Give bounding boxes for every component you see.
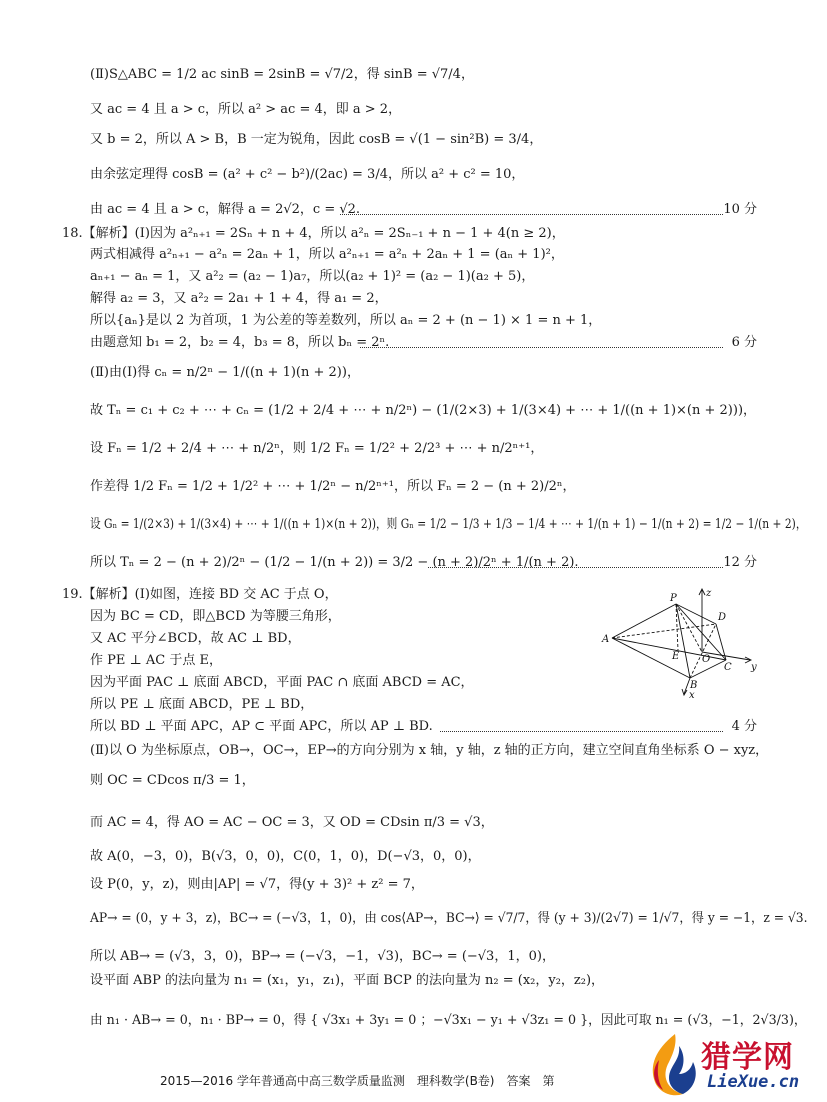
page-footer: 2015—2016 学年普通高中高三数学质量监测 理科数学(B卷) 答案 第 — [160, 1074, 555, 1088]
answer-line: 19.【解析】(Ⅰ)如图，连接 BD 交 AC 于点 O， — [62, 587, 338, 602]
liexue-logo[interactable] — [645, 1030, 827, 1102]
answer-line: 故 A(0，−3，0)，B(√3，0，0)，C(0，1，0)，D(−√3，0，0)， — [90, 849, 481, 864]
score-marker: 4 分 — [731, 719, 757, 734]
answer-line: 两式相减得 a²ₙ₊₁ − a²ₙ = 2aₙ + 1，所以 a²ₙ₊₁ = a²ₙ + 2aₙ + 1 = (aₙ + 1)²， — [90, 247, 564, 262]
answer-line: (Ⅱ)S△ABC = 1/2 ac sinB = 2sinB = √7/2，得 sinB = √7/4， — [90, 67, 474, 82]
answer-line: 则 OC = CDcos π/3 = 1， — [90, 773, 255, 788]
score-leader-dots — [340, 213, 723, 215]
answer-line: 由 ac = 4 且 a > c，解得 a = 2√2，c = √2. — [90, 202, 361, 217]
answer-line: 作差得 1/2 Fₙ = 1/2 + 1/2² + ⋯ + 1/2ⁿ − n/2ⁿ⁺¹，所以 Fₙ = 2 − (n + 2)/2ⁿ， — [90, 479, 576, 494]
edge-B-D — [690, 624, 716, 678]
answer-line: aₙ₊₁ − aₙ = 1，又 a²₂ = (a₂ − 1)a₇，所以(a₂ + 1)² = (a₂ − 1)(a₂ + 5)， — [90, 269, 535, 284]
label-O: O — [702, 654, 711, 665]
answer-line: 所以{aₙ}是以 2 为首项，1 为公差的等差数列，所以 aₙ = 2 + (n − 1) × 1 = n + 1， — [90, 313, 602, 328]
score-leader-dots — [440, 730, 723, 732]
answer-line: 又 b = 2，所以 A > B，B 一定为锐角，因此 cosB = √(1 − sin²B) = 3/4， — [90, 132, 543, 147]
label-P: P — [670, 593, 677, 604]
answer-line: 因为平面 PAC ⊥ 底面 ABCD，平面 PAC ∩ 底面 ABCD = AC， — [90, 675, 474, 690]
answer-line: 设 P(0，y，z)，则由|AP| = √7，得(y + 3)² + z² = 7， — [90, 877, 424, 892]
label-x: x — [689, 690, 695, 700]
answer-line: 设 Fₙ = 1/2 + 2/4 + ⋯ + n/2ⁿ，则 1/2 Fₙ = 1/2² + 2/2³ + ⋯ + n/2ⁿ⁺¹， — [90, 441, 544, 456]
answer-line: 又 ac = 4 且 a > c，所以 a² > ac = 4，即 a > 2， — [90, 102, 402, 117]
answer-line: 而 AC = 4，得 AO = AC − OC = 3，又 OD = CDsin π/3 = √3， — [90, 815, 494, 830]
logo-url: LieXue.cn — [707, 1072, 800, 1092]
label-C: C — [724, 662, 732, 673]
answer-line: 所以 Tₙ = 2 − (n + 2)/2ⁿ − (1/2 − 1/(n + 2)) = 3/2 − (n + 2)/2ⁿ + 1/(n + 2). — [90, 555, 579, 570]
label-z: z — [706, 588, 712, 599]
answer-line: 设平面 ABP 的法向量为 n₁ = (x₁，y₁，z₁)，平面 BCP 的法向量为 n₂ = (x₂，y₂，z₂)， — [90, 973, 605, 988]
answer-line: 18.【解析】(Ⅰ)因为 a²ₙ₊₁ = 2Sₙ + n + 4，所以 a²ₙ = 2Sₙ₋₁ + n − 1 + 4(n ≥ 2)， — [62, 226, 565, 241]
answer-line: 所以 PE ⊥ 底面 ABCD，PE ⊥ BD， — [90, 697, 314, 712]
edge-A-P — [612, 604, 676, 638]
pyramid-figure — [598, 588, 766, 700]
label-y: y — [751, 662, 757, 673]
answer-line: 又 AC 平分∠BCD，故 AC ⊥ BD， — [90, 631, 301, 646]
edge-P-O — [676, 604, 702, 652]
answer-line: AP→ = (0，y + 3，z)，BC→ = (−√3，1，0)，由 cos⟨AP→，BC→⟩ = √7/7，得 (y + 3)/(2√7) = 1/√7，得 y = −1，z = √3. — [90, 911, 808, 926]
answer-line: 由余弦定理得 cosB = (a² + c² − b²)/(2ac) = 3/4，所以 a² + c² = 10， — [90, 167, 525, 182]
score-marker: 12 分 — [723, 555, 757, 570]
answer-line: 故 Tₙ = c₁ + c₂ + ⋯ + cₙ = (1/2 + 2/4 + ⋯ + n/2ⁿ) − (1/(2×3) + 1/(3×4) + ⋯ + 1/((n + 1)×(n + 2)))， — [90, 403, 757, 418]
answer-line: 所以 BD ⊥ 平面 APC，AP ⊂ 平面 APC，所以 AP ⊥ BD. — [90, 719, 433, 734]
answer-line: (Ⅱ)以 O 为坐标原点，OB→，OC→，EP→的方向分别为 x 轴，y 轴，z 轴的正方向，建立空间直角坐标系 O − xyz， — [90, 743, 769, 758]
answer-line: 由 n₁ · AB→ = 0，n₁ · BP→ = 0，得 { √3x₁ + 3y₁ = 0 ；−√3x₁ − y₁ + √3z₁ = 0 }，因此可取 n₁ = (√3，−1，2√3/3)， — [90, 1013, 807, 1028]
label-B: B — [690, 680, 698, 691]
answer-line: (Ⅱ)由(Ⅰ)得 cₙ = n/2ⁿ − 1/((n + 1)(n + 2))， — [90, 365, 360, 380]
answer-line: 因为 BC = CD，即△BCD 为等腰三角形， — [90, 609, 341, 624]
answer-line: 解得 a₂ = 3，又 a²₂ = 2a₁ + 1 + 4，得 a₁ = 2， — [90, 291, 388, 306]
label-A: A — [602, 634, 610, 645]
edge-P-B — [676, 604, 690, 678]
answer-line: 作 PE ⊥ AC 于点 E， — [90, 653, 222, 668]
edge-P-D — [676, 604, 716, 624]
answer-line: 由题意知 b₁ = 2，b₂ = 4，b₃ = 8，所以 bₙ = 2ⁿ. — [90, 335, 390, 350]
answer-line: 所以 AB→ = (√3，3，0)，BP→ = (−√3，−1，√3)，BC→ = (−√3，1，0)， — [90, 949, 555, 964]
logo-chinese-name: 猎学网 — [701, 1040, 794, 1075]
score-marker: 6 分 — [731, 335, 757, 350]
score-marker: 10 分 — [723, 202, 757, 217]
label-E: E — [672, 651, 680, 662]
label-D: D — [718, 612, 727, 623]
score-leader-dots — [428, 566, 723, 568]
answer-line: 设 Gₙ = 1/(2×3) + 1/(3×4) + ⋯ + 1/((n + 1)×(n + 2))，则 Gₙ = 1/2 − 1/3 + 1/3 − 1/4 + ⋯ + 1/(n + 1) − 1/(n + 2) = 1/2 − 1/(n + 2)， — [90, 517, 807, 532]
score-leader-dots — [360, 346, 723, 348]
flame-logo-icon — [645, 1030, 701, 1100]
